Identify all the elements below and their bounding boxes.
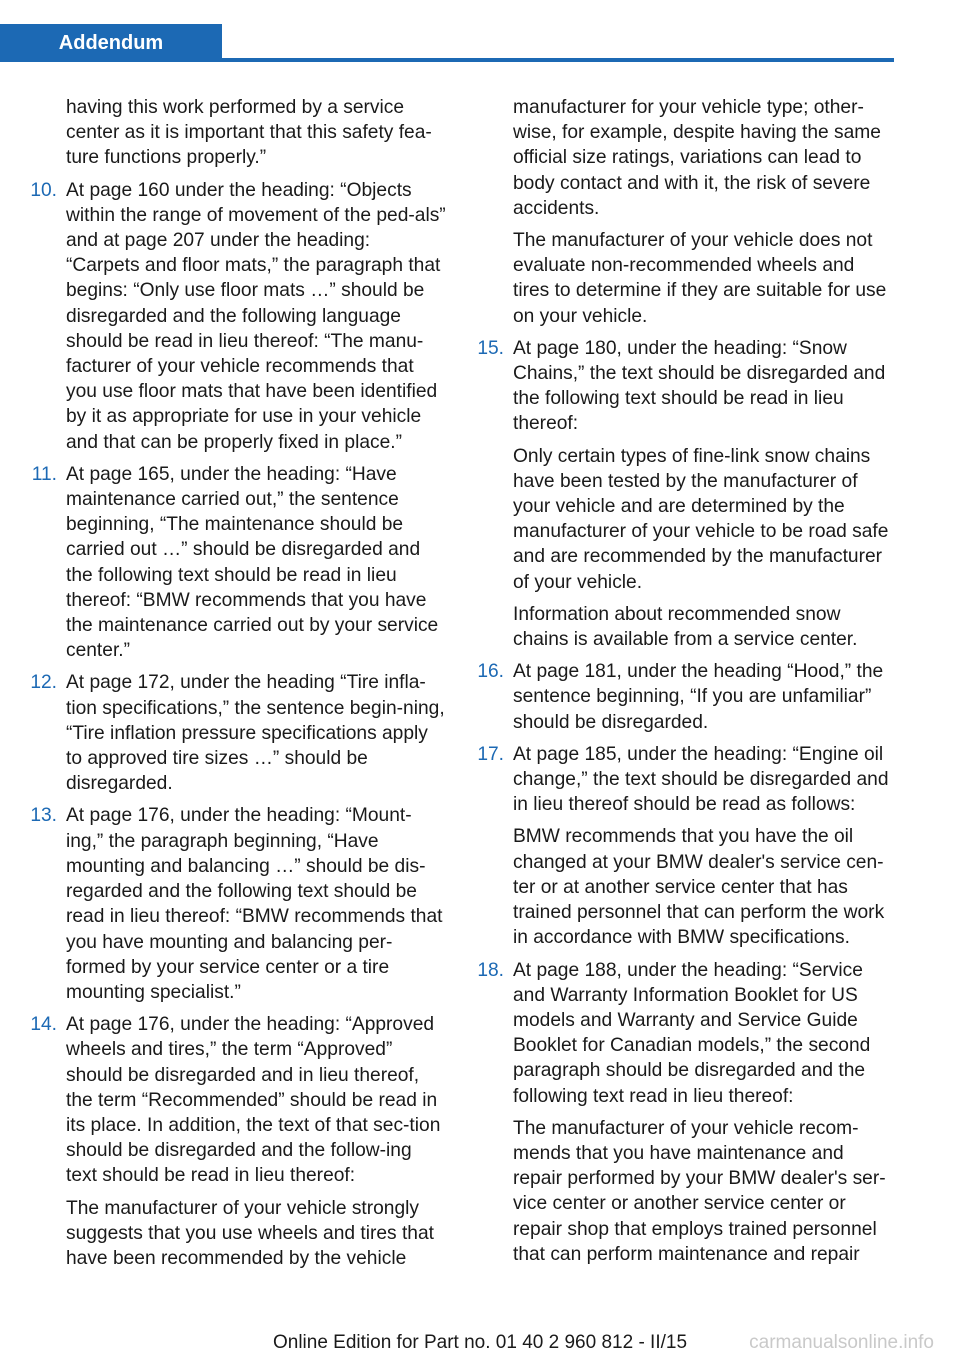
- item-paragraph: At page 181, under the heading “Hood,” the sentence beginning, “If you are unfamiliar” should be disregarded.: [513, 661, 884, 733]
- item-number: 11.: [31, 463, 57, 485]
- left-item-list: [30, 178, 447, 1272]
- item-paragraph: The manufacturer of your vehicle strongly suggests that you use wheels and tires that have been recommended by the vehicle: [66, 1197, 434, 1269]
- list-item: [30, 670, 447, 796]
- item-body: [513, 336, 894, 652]
- item-paragraph: At page 188, under the heading: “Service and Warranty Information Booklet for US models and Warranty and Service Guide Booklet for Canadian models,” the second paragraph should be disregarded and the following text read in lieu thereof:: [513, 959, 871, 1107]
- item-paragraph: Only certain types of fine-link snow chains have been tested by the manufacturer of your vehicle and are determined by the manufacturer of your vehicle to be road safe and are recommended by the manufacturer of your vehicle.: [513, 445, 889, 593]
- header-rule: [222, 58, 894, 62]
- item-paragraph: At page 185, under the heading: “Engine oil change,” the text should be disregarded and in lieu thereof should be read as follows:: [513, 743, 889, 816]
- item-paragraph: At page 172, under the heading “Tire infla-tion specifications,” the sentence begin-ning, “Tire inflation pressure specifications apply to approved tire sizes …” should be disregarded.: [66, 672, 445, 795]
- edition-text: Online Edition for Part no. 01 40 2 960 812 - II/15: [272, 1332, 688, 1353]
- item-number: 12.: [30, 672, 57, 694]
- list-item: [30, 178, 447, 455]
- item-paragraph: At page 165, under the heading: “Have maintenance carried out,” the sentence beginning, “The maintenance should be carried out …” should be disregarded and the following text should be read in lieu thereof: “BMW recommends that you have the maintenance carried out by your service center.”: [66, 463, 439, 662]
- item-body: [66, 178, 447, 455]
- continuation-text: having this work performed by a service center as it is important that this safety fea-ture functions properly.”: [66, 97, 432, 169]
- left-column: [30, 95, 447, 1278]
- item-number: 15.: [477, 337, 504, 359]
- page-footer: [0, 1332, 960, 1354]
- list-item: [477, 742, 894, 951]
- item-body: [66, 1012, 447, 1271]
- item-paragraph: At page 176, under the heading: “Approved wheels and tires,” the term “Approved” should be disregarded and in lieu thereof, the term “Recommended” should be read in its place. In addition, the text of that sec-tion should be disregarded and the follow-ing text should be read in lieu thereof:: [66, 1014, 441, 1187]
- continuation-block: [510, 95, 894, 329]
- right-column: [477, 95, 894, 1274]
- item-number: 17.: [477, 743, 504, 765]
- list-item: [477, 336, 894, 652]
- continuation-paragraph: The manufacturer of your vehicle does not evaluate non-recommended wheels and tires to determine if they are suitable for use on your vehicle.: [513, 230, 887, 327]
- item-body: [66, 462, 447, 664]
- watermark: carmanualsonline.info: [749, 1332, 934, 1353]
- list-item: [31, 462, 447, 664]
- item-number: 13.: [30, 805, 57, 827]
- item-body: [513, 958, 894, 1267]
- item-number: 18.: [477, 959, 504, 981]
- item-paragraph: At page 180, under the heading: “Snow Chains,” the text should be disregarded and the following text should be read in lieu thereof:: [513, 337, 886, 435]
- right-item-list: [477, 336, 894, 1267]
- item-body: [513, 742, 894, 951]
- item-paragraph: The manufacturer of your vehicle recom-mends that you have maintenance and repair performed by your BMW dealer's ser-vice center or another service center or repair shop that employs trained personnel that can perform maintenance and repair: [513, 1117, 886, 1265]
- list-item: [477, 958, 894, 1267]
- item-body: [513, 659, 894, 735]
- list-item: [30, 1012, 447, 1271]
- list-item: [30, 803, 447, 1005]
- item-body: [66, 803, 447, 1005]
- section-title: Addendum: [58, 32, 164, 54]
- item-paragraph: BMW recommends that you have the oil changed at your BMW dealer's service cen-ter or at another service center that has trained personnel that can perform the work in accordance with BMW specifications.: [513, 826, 885, 949]
- continuation-paragraph: manufacturer for your vehicle type; other-wise, for example, despite having the same official size ratings, variations can lead to body contact and with it, the risk of severe accidents.: [513, 97, 881, 219]
- item-paragraph: At page 176, under the heading: “Mount-ing,” the paragraph beginning, “Have mounting and balancing …” should be dis-regarded and the following text should be read in lieu thereof: “BMW recommends that you have mounting and balancing per-formed by your service center or a tire mounting specialist.”: [66, 805, 443, 1003]
- item-number: 16.: [477, 661, 504, 683]
- item-body: [66, 670, 447, 796]
- item-number: 10.: [30, 179, 57, 201]
- section-tab: [0, 24, 222, 62]
- item-number: 14.: [30, 1014, 57, 1036]
- item-paragraph: Information about recommended snow chains is available from a service center.: [513, 603, 858, 651]
- item-paragraph: At page 160 under the heading: “Objects within the range of movement of the ped-als” and at page 207 under the heading: “Carpets and floor mats,” the paragraph that begins: “Only use floor mats …” should be disregarded and the following language should be read in lieu thereof: “The manu-facturer of your vehicle recommends that you use floor mats that have been identified by it as appropriate for use in your vehicle and that can be properly fixed in place.”: [66, 179, 446, 453]
- list-item: [477, 659, 894, 735]
